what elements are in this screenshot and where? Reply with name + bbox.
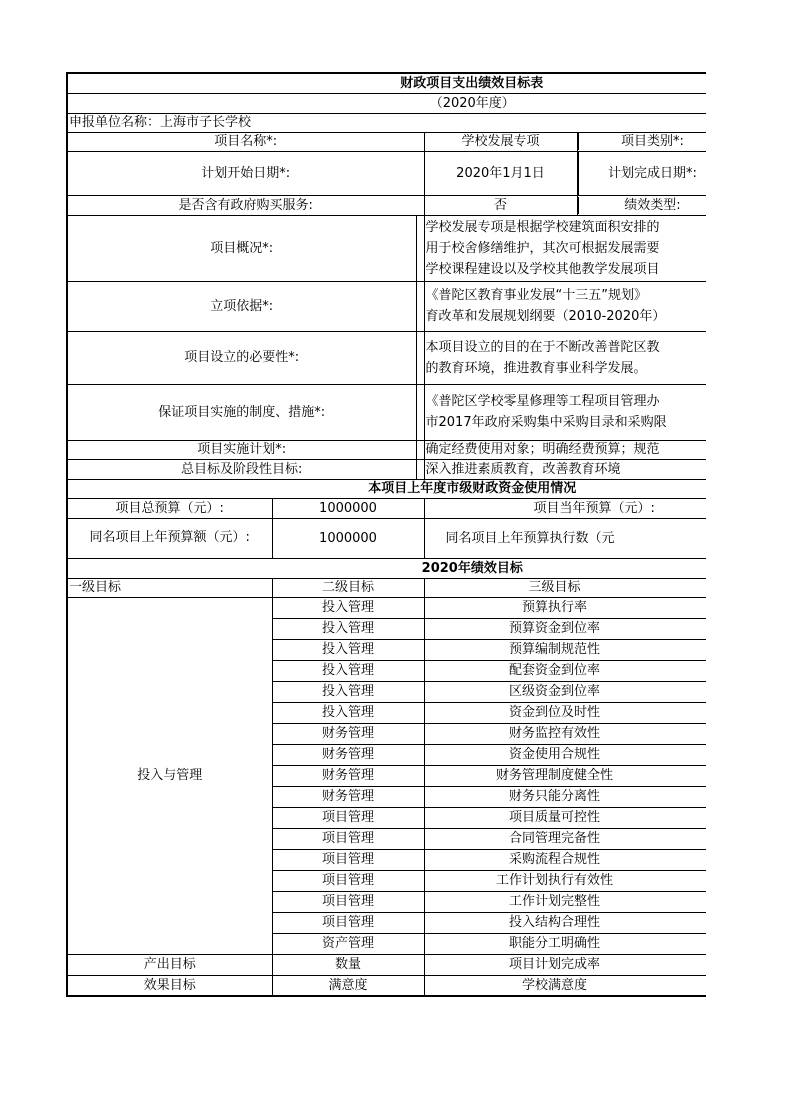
goal-level3-text: 预算执行率	[521, 600, 587, 615]
goal-level3-text: 财务管理制度健全性	[495, 768, 613, 783]
goal-level2-cell: 财务管理	[272, 765, 424, 786]
goal-level3-cell	[424, 744, 706, 765]
necessity-line: 本项目设立的目的在于不断改善普陀区教	[425, 339, 660, 355]
goal-level1-cell: 投入与管理	[67, 597, 272, 954]
goal-level3-text: 工作计划完整性	[508, 894, 600, 909]
overview-value	[424, 215, 706, 281]
goal-level2-cell: 项目管理	[272, 849, 424, 870]
current-budget-label	[424, 498, 706, 518]
guarantee-line: 《普陀区学校零星修理等工程项目管理办	[425, 394, 660, 409]
applicant-unit: 申报单位名称：上海市子长学校	[67, 113, 706, 132]
goal-level2-cell: 投入管理	[272, 702, 424, 723]
goal-level3-cell	[424, 786, 706, 807]
basis-line: 育改革和发展规划纲要（2010-2020年）	[425, 309, 666, 324]
goal-level3-text: 投入结构合理性	[508, 915, 600, 930]
goal-level2-cell: 财务管理	[272, 723, 424, 744]
goal-level2-cell: 项目管理	[272, 870, 424, 891]
overview-line: 学校发展专项是根据学校建筑面积安排的	[425, 219, 660, 235]
prev-budget-label: 同名项目上年预算额（元）:	[67, 518, 272, 558]
plan-label: 项目实施计划*:	[67, 440, 416, 459]
sheet-title: 财政项目支出绩效目标表	[67, 73, 706, 93]
overview-line: 用于校舍修缮维护，其次可根据发展需要	[425, 240, 660, 256]
goals-header-level3	[424, 578, 706, 597]
goals-section-title: 2020年绩效目标	[67, 558, 706, 578]
goal-level2-cell: 项目管理	[272, 828, 424, 849]
necessity-line: 的教育环境，推进教育事业科学发展。	[425, 360, 647, 376]
gov-purchase-label: 是否含有政府购买服务:	[67, 195, 424, 215]
basis-label: 立项依据*:	[67, 281, 416, 331]
overview-label: 项目概况*:	[67, 215, 416, 281]
goal-effect-level3	[424, 975, 706, 996]
performance-goal-sheet	[66, 72, 706, 1044]
goal-level3-text: 资金到位及时性	[508, 705, 600, 720]
goal-level2-cell: 财务管理	[272, 744, 424, 765]
goal-level3-text: 项目质量可控性	[508, 810, 600, 825]
necessity-value	[424, 331, 706, 384]
plan-value: 确定经费使用对象；明确经费预算；规范	[424, 440, 706, 459]
goal-level3-text: 工作计划执行有效性	[495, 873, 613, 888]
goal-level2-cell: 资产管理	[272, 933, 424, 954]
guarantee-line: 市2017年政府采购集中采购目录和采购限	[425, 415, 667, 430]
goal-level3-cell	[424, 891, 706, 912]
start-date-label: 计划开始日期*:	[67, 151, 424, 195]
goals-header-level2: 二级目标	[272, 578, 424, 597]
goal-label: 总目标及阶段性目标:	[67, 459, 416, 479]
goal-level2-cell: 项目管理	[272, 912, 424, 933]
goal-level3-cell	[424, 849, 706, 870]
project-type-text: 项目类别*:	[578, 133, 707, 150]
goals-header-level1: 一级目标	[67, 578, 272, 597]
goal-level3-text: 预算资金到位率	[508, 621, 600, 636]
goal-level3-cell	[424, 639, 706, 660]
goal-level2-cell: 投入管理	[272, 597, 424, 618]
goal-level3-text: 配套资金到位率	[508, 663, 600, 678]
goals-header-level3-text: 三级目标	[528, 580, 581, 595]
goal-level2-cell: 投入管理	[272, 660, 424, 681]
goal-level3-cell	[424, 933, 706, 954]
goal-level3-cell	[424, 702, 706, 723]
goal-level3-cell	[424, 597, 706, 618]
funds-section-title: 本项目上年度市级财政资金使用情况	[67, 479, 706, 498]
goal-level3-cell	[424, 618, 706, 639]
goal-level3-cell	[424, 870, 706, 891]
goal-value: 深入推进素质教育，改善教育环境	[424, 459, 706, 479]
goal-level2-cell: 投入管理	[272, 618, 424, 639]
prev-budget-value: 1000000	[272, 518, 424, 558]
goal-level3-cell	[424, 660, 706, 681]
project-type-label	[577, 132, 706, 151]
goal-level3-cell	[424, 828, 706, 849]
current-budget-text: 项目当年预算（元）:	[533, 500, 655, 516]
goal-level3-text: 区级资金到位率	[508, 684, 600, 699]
goal-level2-cell: 财务管理	[272, 786, 424, 807]
goal-level3-text: 合同管理完备性	[508, 831, 600, 846]
goal-row	[67, 597, 706, 618]
goal-row-effect	[67, 975, 706, 996]
guarantee-label: 保证项目实施的制度、措施*:	[67, 384, 416, 440]
goal-row-output	[67, 954, 706, 975]
overview-line: 学校课程建设以及学校其他教学发展项目	[425, 261, 660, 277]
goal-level3-cell	[424, 807, 706, 828]
performance-goal-table	[66, 72, 706, 997]
goal-output-level2: 数量	[272, 954, 424, 975]
perf-type-label	[577, 195, 706, 215]
basis-value	[424, 281, 706, 331]
guarantee-value	[424, 384, 706, 440]
project-name-label: 项目名称*:	[67, 132, 424, 151]
total-budget-value: 1000000	[272, 498, 424, 518]
goal-level2-cell: 项目管理	[272, 891, 424, 912]
basis-line: 《普陀区教育事业发展“十三五”规划》	[425, 288, 647, 303]
goal-effect-level1: 效果目标	[67, 975, 272, 996]
goal-level3-text: 职能分工明确性	[508, 936, 600, 951]
goal-level3-cell	[424, 912, 706, 933]
goal-level3-cell	[424, 681, 706, 702]
goal-level3-text: 财务只能分离性	[508, 789, 600, 804]
gov-purchase-value: 否	[424, 195, 577, 215]
prev-exec-label	[424, 518, 706, 558]
goal-level3-cell	[424, 723, 706, 744]
goal-level3-text: 资金使用合规性	[508, 747, 600, 762]
necessity-label: 项目设立的必要性*:	[67, 331, 416, 384]
goal-effect-level3-text: 学校满意度	[521, 977, 587, 993]
sheet-year: （2020年度）	[67, 93, 706, 113]
prev-exec-text: 同名项目上年预算执行数（元	[445, 530, 615, 546]
goal-output-level3-text: 项目计划完成率	[508, 957, 600, 972]
project-name-value: 学校发展专项	[424, 132, 577, 151]
end-date-text: 计划完成日期*:	[578, 152, 707, 195]
goal-level2-cell: 投入管理	[272, 639, 424, 660]
goal-level3-cell	[424, 765, 706, 786]
total-budget-label: 项目总预算（元）:	[67, 498, 272, 518]
goal-level3-text: 采购流程合规性	[508, 852, 600, 867]
start-date-value: 2020年1月1日	[424, 151, 577, 195]
goal-level3-text: 预算编制规范性	[508, 642, 600, 657]
end-date-label	[577, 151, 706, 195]
goal-output-level1: 产出目标	[67, 954, 272, 975]
goal-level2-cell: 投入管理	[272, 681, 424, 702]
goal-effect-level2: 满意度	[272, 975, 424, 996]
goal-output-level3	[424, 954, 706, 975]
goal-level3-text: 财务监控有效性	[508, 726, 600, 741]
perf-type-text: 绩效类型:	[578, 197, 707, 214]
goal-level2-cell: 项目管理	[272, 807, 424, 828]
